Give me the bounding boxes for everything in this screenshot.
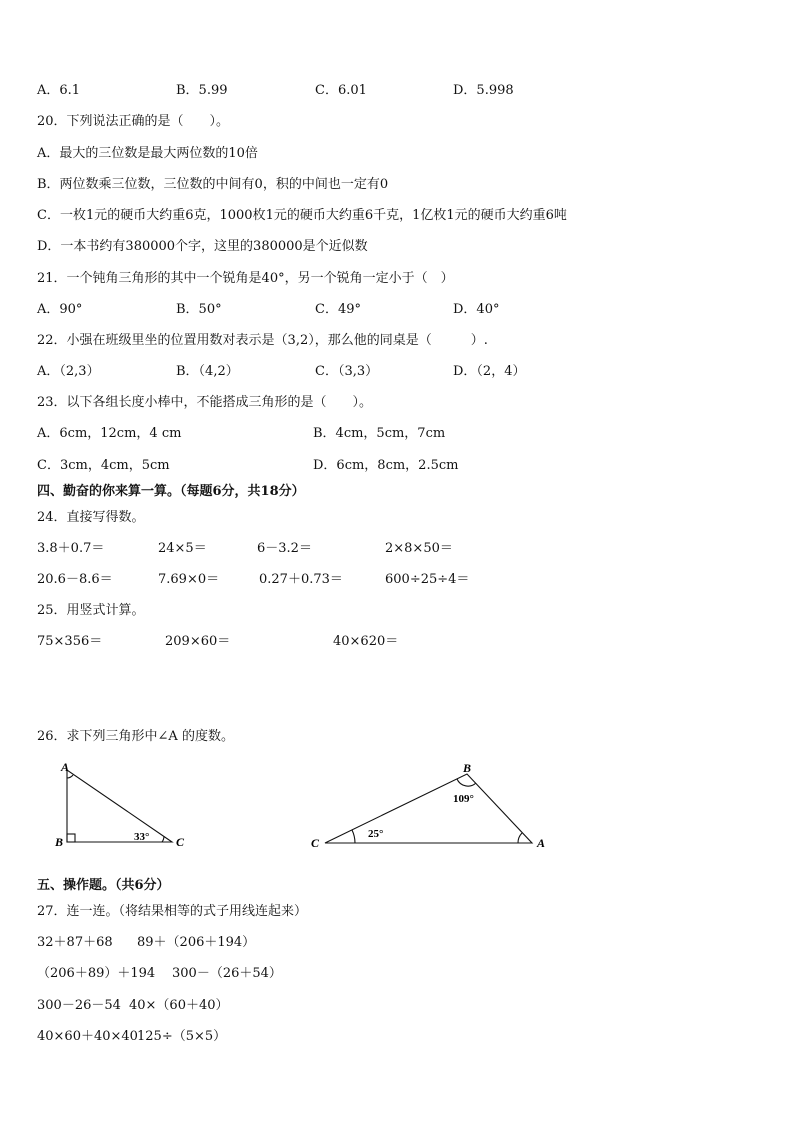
triangle-2-label-b: B (463, 761, 472, 775)
triangle-2-figure (305, 758, 555, 854)
q21-option-d: D．40° (453, 302, 500, 317)
q22-stem: 22．小强在班级里坐的位置用数对表示是（3,2），那么他的同桌是（ ）. (37, 333, 488, 348)
q25-item: 75×356＝ (37, 634, 103, 649)
triangle-1-label-a: A (61, 760, 70, 774)
triangle-1-angle-label: 33° (134, 831, 150, 843)
q21-stem: 21．一个钝角三角形的其中一个锐角是40°，另一个锐角一定小于（ ） (37, 271, 454, 286)
q25-stem: 25．用竖式计算。 (37, 603, 145, 618)
q19-option-a: A．6.1 (37, 83, 81, 98)
q24-item: 600÷25÷4＝ (385, 572, 470, 587)
q24-item: 24×5＝ (158, 541, 207, 556)
q22-option-c: C．（3,3） (315, 364, 379, 379)
q24-stem: 24．直接写得数。 (37, 510, 145, 525)
q19-option-d: D．5.998 (453, 83, 514, 98)
q20-option-a: A．最大的三位数是最大两位数的10倍 (37, 146, 258, 161)
q27-right-expression: 40×（60＋40） (129, 998, 229, 1013)
q23-option-a: A．6cm，12cm，4 cm (37, 426, 182, 441)
q27-left-expression: 300－26－54 (37, 998, 121, 1013)
q27-stem: 27．连一连。（将结果相等的式子用线连起来） (37, 904, 308, 919)
q25-item: 40×620＝ (333, 634, 399, 649)
q20-option-c: C．一枚1元的硬币大约重6克，1000枚1元的硬币大约重6千克，1亿枚1元的硬币大约重6吨 (37, 208, 567, 223)
triangle-2-angle-c-arc (352, 830, 355, 843)
q27-left-expression: 32＋87＋68 (37, 935, 113, 950)
triangle-2-label-c: C (311, 836, 320, 850)
q22-option-a: A．（2,3） (37, 364, 100, 379)
section-5-heading: 五、操作题。（共6分） (37, 878, 170, 893)
q24-item: 20.6－8.6＝ (37, 572, 113, 587)
triangle-1-figure (50, 758, 200, 854)
q24-item: 0.27＋0.73＝ (259, 572, 343, 587)
q27-left-expression: 40×60＋40×40 (37, 1029, 138, 1044)
q26-stem: 26．求下列三角形中∠A 的度数。 (37, 729, 234, 744)
triangle-1-label-b: B (55, 835, 64, 849)
q23-stem: 23．以下各组长度小棒中，不能搭成三角形的是（ ）。 (37, 395, 373, 410)
q23-option-b: B．4cm，5cm，7cm (313, 426, 446, 441)
q21-option-b: B．50° (176, 302, 222, 317)
triangle-2-angle-b-label: 109° (453, 793, 474, 805)
q23-option-c: C．3cm，4cm，5cm (37, 458, 170, 473)
q25-item: 209×60＝ (165, 634, 231, 649)
triangle-1-shape (67, 770, 172, 842)
q22-option-b: B．（4,2） (176, 364, 239, 379)
q19-option-b: B．5.99 (176, 83, 228, 98)
triangle-1-angle-c-arc (162, 836, 164, 842)
q20-option-d: D．一本书约有380000个字，这里的380000是个近似数 (37, 239, 368, 254)
triangle-1-label-c: C (176, 835, 185, 849)
triangle-2-angle-c-label: 25° (368, 828, 384, 840)
q24-item: 7.69×0＝ (158, 572, 220, 587)
q20-stem: 20．下列说法正确的是（ ）。 (37, 114, 230, 129)
q22-option-d: D．（2，4） (453, 364, 526, 379)
q27-right-expression: 300－（26＋54） (172, 966, 282, 981)
triangle-1-angle-a-arc (67, 775, 73, 778)
q21-option-c: C．49° (315, 302, 361, 317)
q24-item: 2×8×50＝ (385, 541, 453, 556)
q27-left-expression: （206＋89）＋194 (37, 966, 156, 981)
q21-option-a: A．90° (37, 302, 83, 317)
q20-option-b: B．两位数乘三位数，三位数的中间有0，积的中间也一定有0 (37, 177, 389, 192)
q27-right-expression: 89＋（206＋194） (137, 935, 256, 950)
triangle-1-right-angle-mark (67, 834, 75, 842)
q23-option-d: D．6cm，8cm，2.5cm (313, 458, 459, 473)
section-4-heading: 四、勤奋的你来算一算。（每题6分，共18分） (37, 484, 305, 499)
q27-right-expression: 125÷（5×5） (137, 1029, 227, 1044)
q24-item: 3.8＋0.7＝ (37, 541, 105, 556)
triangle-2-label-a: A (537, 836, 546, 850)
triangle-2-angle-a-arc (518, 833, 522, 843)
q19-option-c: C．6.01 (315, 83, 367, 98)
triangle-2-shape (325, 774, 532, 843)
q24-item: 6－3.2＝ (257, 541, 312, 556)
